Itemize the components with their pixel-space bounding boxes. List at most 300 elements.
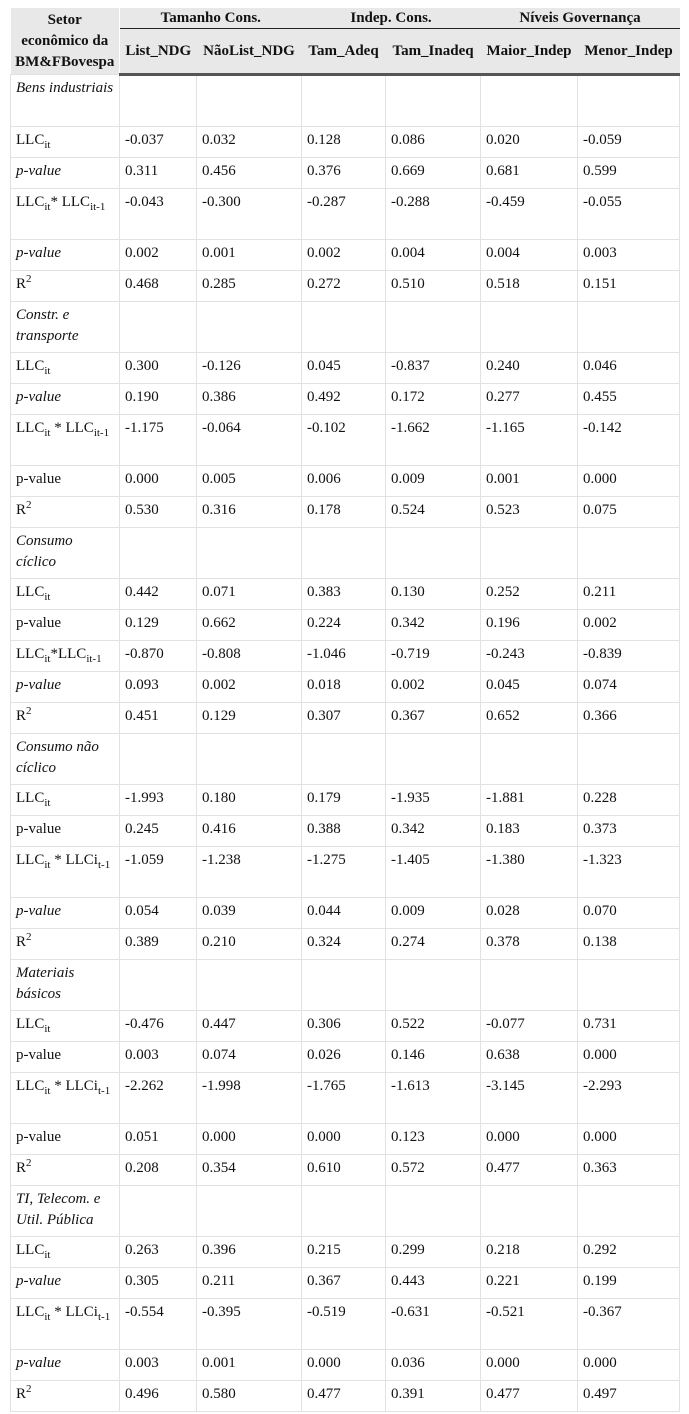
value-cell: 0.572 [386,1155,481,1186]
value-cell: 0.342 [386,610,481,641]
llc-text: LLC [16,790,45,806]
value-cell: -0.243 [481,641,578,672]
value-cell: -1.165 [481,415,578,466]
row-label-llc [11,353,120,384]
row-label-interaction [11,415,120,466]
value-cell: -0.839 [578,641,680,672]
value-cell: 0.274 [386,929,481,960]
interaction-subscript: it-1 [86,653,102,665]
value-cell: 0.172 [386,384,481,415]
row-label-interaction [11,1299,120,1350]
value-cell: -0.519 [302,1299,386,1350]
value-cell: 0.396 [197,1237,302,1268]
llc-text: LLC [16,646,45,662]
empty-cell [302,960,386,1011]
table-row [11,1299,680,1350]
empty-cell [302,734,386,785]
group-header-tamanho: Tamanho Cons. [120,8,302,29]
sector-row [11,734,680,785]
value-cell: 0.311 [120,158,197,189]
interaction-operator: * LLCi [50,852,98,868]
value-cell: 0.272 [302,271,386,302]
group-header-indep: Indep. Cons. [302,8,481,29]
value-cell: 0.731 [578,1011,680,1042]
value-cell: 0.070 [578,898,680,929]
row-label-llc [11,785,120,816]
value-cell: 0.074 [578,672,680,703]
value-cell: -1.046 [302,641,386,672]
sector-row [11,960,680,1011]
group-header-governanca: Níveis Governança [481,8,680,29]
value-cell: -1.881 [481,785,578,816]
sector-row [11,302,680,353]
value-cell: 0.416 [197,816,302,847]
value-cell: -0.055 [578,189,680,240]
column-header: NãoList_NDG [197,29,302,75]
value-cell: -1.613 [386,1073,481,1124]
value-cell: 0.138 [578,929,680,960]
value-cell: 0.389 [120,929,197,960]
value-cell: 0.510 [386,271,481,302]
empty-cell [481,734,578,785]
value-cell: 0.146 [386,1042,481,1073]
value-cell: -0.554 [120,1299,197,1350]
llc-subscript: it [44,859,51,871]
llc-subscript: it [44,1085,51,1097]
value-cell: -3.145 [481,1073,578,1124]
value-cell: 0.681 [481,158,578,189]
value-cell: 0.523 [481,497,578,528]
value-cell: 0.054 [120,898,197,929]
sector-row [11,528,680,579]
value-cell: 0.005 [197,466,302,497]
value-cell: -1.662 [386,415,481,466]
llc-text: LLC [16,1016,45,1032]
value-cell: 0.306 [302,1011,386,1042]
value-cell: 0.000 [120,466,197,497]
empty-cell [386,960,481,1011]
llc-text: LLC [16,852,45,868]
table-row [11,1155,680,1186]
table-row [11,641,680,672]
llc-text: LLC [16,1242,45,1258]
value-cell: 0.002 [578,610,680,641]
value-cell: 0.129 [197,703,302,734]
value-cell: 0.128 [302,127,386,158]
table-row [11,240,680,271]
value-cell: 0.003 [120,1042,197,1073]
value-cell: 0.610 [302,1155,386,1186]
table-row [11,384,680,415]
value-cell: 0.524 [386,497,481,528]
llc-subscript: it [44,1311,51,1323]
table-body [11,75,680,1412]
value-cell: 0.071 [197,579,302,610]
llc-subscript: it [44,797,51,809]
value-cell: 0.199 [578,1268,680,1299]
empty-cell [120,734,197,785]
value-cell: 0.373 [578,816,680,847]
interaction-subscript: it-1 [90,201,106,213]
llc-subscript: it [44,139,51,151]
interaction-subscript: t-1 [97,1311,111,1323]
regression-results-table [10,8,680,1412]
row-label-llc [11,1011,120,1042]
table-row [11,271,680,302]
empty-cell [578,734,680,785]
value-cell: -2.262 [120,1073,197,1124]
llc-text: LLC [16,1304,45,1320]
interaction-subscript: it-1 [93,427,110,439]
value-cell: 0.443 [386,1268,481,1299]
value-cell: 0.009 [386,898,481,929]
value-cell: 0.477 [481,1381,578,1412]
value-cell: 0.001 [197,240,302,271]
r-superscript: 2 [26,273,32,285]
sector-name: Materiais básicos [11,960,120,1011]
row-label-pvalue: p-value [11,1124,120,1155]
column-header: Tam_Inadeq [386,29,481,75]
row-label-interaction [11,641,120,672]
llc-text: LLC [16,1078,45,1094]
value-cell: -0.631 [386,1299,481,1350]
interaction-operator: * LLC [50,420,94,436]
empty-cell [578,1186,680,1237]
value-cell: 0.075 [578,497,680,528]
column-header: Menor_Indep [578,29,680,75]
value-cell: 0.211 [578,579,680,610]
value-cell: -0.037 [120,127,197,158]
empty-cell [120,75,197,127]
value-cell: 0.383 [302,579,386,610]
empty-cell [197,75,302,127]
value-cell: 0.183 [481,816,578,847]
value-cell: 0.477 [302,1381,386,1412]
row-label-pvalue: p-value [11,1268,120,1299]
value-cell: -1.238 [197,847,302,898]
table-row [11,579,680,610]
row-label-interaction [11,1073,120,1124]
value-cell: 0.180 [197,785,302,816]
table-row [11,1237,680,1268]
table-row [11,497,680,528]
value-cell: 0.000 [481,1350,578,1381]
interaction-subscript: t-1 [97,1085,111,1097]
table-row [11,466,680,497]
value-cell: -0.521 [481,1299,578,1350]
table-row [11,1350,680,1381]
value-cell: 0.190 [120,384,197,415]
value-cell: 0.215 [302,1237,386,1268]
value-cell: 0.093 [120,672,197,703]
value-cell: 0.367 [386,703,481,734]
llc-text: LLC [16,358,45,374]
empty-cell [386,1186,481,1237]
r-text: R [16,276,27,292]
value-cell: 0.638 [481,1042,578,1073]
row-label-pvalue: p-value [11,1042,120,1073]
value-cell: 0.218 [481,1237,578,1268]
empty-cell [578,528,680,579]
llc-subscript: it [44,427,51,439]
value-cell: 0.123 [386,1124,481,1155]
sector-row [11,75,680,127]
llc-subscript: it [44,653,51,665]
table-row [11,929,680,960]
empty-cell [578,960,680,1011]
table-row [11,847,680,898]
row-label-pvalue: p-value [11,158,120,189]
llc-text: LLC [16,194,45,210]
empty-cell [386,734,481,785]
row-label-r2 [11,497,120,528]
interaction-subscript: t-1 [97,859,111,871]
empty-cell [386,75,481,127]
empty-cell [481,528,578,579]
value-cell: -1.998 [197,1073,302,1124]
value-cell: -0.287 [302,189,386,240]
value-cell: 0.018 [302,672,386,703]
value-cell: -0.288 [386,189,481,240]
value-cell: -1.935 [386,785,481,816]
llc-subscript: it [44,365,51,377]
value-cell: -1.380 [481,847,578,898]
value-cell: 0.000 [481,1124,578,1155]
value-cell: 0.245 [120,816,197,847]
value-cell: 0.367 [302,1268,386,1299]
value-cell: -1.059 [120,847,197,898]
value-cell: 0.492 [302,384,386,415]
value-cell: 0.001 [481,466,578,497]
empty-cell [197,528,302,579]
value-cell: 0.036 [386,1350,481,1381]
table-row [11,898,680,929]
value-cell: 0.002 [386,672,481,703]
empty-cell [120,960,197,1011]
value-cell: 0.051 [120,1124,197,1155]
value-cell: 0.001 [197,1350,302,1381]
value-cell: 0.451 [120,703,197,734]
row-label-llc [11,579,120,610]
table-row [11,1124,680,1155]
value-cell: 0.196 [481,610,578,641]
value-cell: 0.046 [578,353,680,384]
empty-cell [302,302,386,353]
empty-cell [302,528,386,579]
value-cell: 0.307 [302,703,386,734]
value-cell: 0.208 [120,1155,197,1186]
value-cell: 0.130 [386,579,481,610]
value-cell: 0.074 [197,1042,302,1073]
empty-cell [386,302,481,353]
r-text: R [16,934,27,950]
value-cell: 0.468 [120,271,197,302]
value-cell: 0.580 [197,1381,302,1412]
value-cell: 0.599 [578,158,680,189]
row-label-r2 [11,1155,120,1186]
value-cell: 0.662 [197,610,302,641]
empty-cell [302,1186,386,1237]
value-cell: -1.323 [578,847,680,898]
row-label-pvalue: p-value [11,1350,120,1381]
table-row [11,1042,680,1073]
empty-cell [578,302,680,353]
r-superscript: 2 [26,499,32,511]
value-cell: 0.000 [302,1350,386,1381]
row-label-r2 [11,703,120,734]
value-cell: 0.129 [120,610,197,641]
table-row [11,158,680,189]
empty-cell [481,960,578,1011]
table-row [11,1381,680,1412]
empty-cell [386,528,481,579]
table-header [11,8,680,75]
value-cell: 0.006 [302,466,386,497]
value-cell: -1.765 [302,1073,386,1124]
value-cell: 0.292 [578,1237,680,1268]
value-cell: -1.175 [120,415,197,466]
r-superscript: 2 [26,931,32,943]
value-cell: 0.305 [120,1268,197,1299]
empty-cell [481,1186,578,1237]
table-row [11,785,680,816]
empty-cell [197,734,302,785]
row-label-pvalue: p-value [11,816,120,847]
table-row [11,415,680,466]
value-cell: 0.324 [302,929,386,960]
row-label-interaction [11,847,120,898]
value-cell: -0.837 [386,353,481,384]
value-cell: -0.719 [386,641,481,672]
value-cell: 0.518 [481,271,578,302]
empty-cell [578,75,680,127]
r-superscript: 2 [26,1383,32,1395]
table-row [11,610,680,641]
empty-cell [197,960,302,1011]
column-header: List_NDG [120,29,197,75]
setor-header: Setor econômico da BM&FBovespa [11,8,120,75]
row-label-r2 [11,271,120,302]
llc-text: LLC [16,420,45,436]
value-cell: -0.043 [120,189,197,240]
value-cell: -1.275 [302,847,386,898]
empty-cell [120,302,197,353]
value-cell: 0.045 [481,672,578,703]
value-cell: -0.064 [197,415,302,466]
value-cell: 0.004 [386,240,481,271]
value-cell: 0.210 [197,929,302,960]
row-label-r2 [11,929,120,960]
value-cell: 0.652 [481,703,578,734]
llc-text: LLC [16,132,45,148]
table-row [11,353,680,384]
value-cell: 0.086 [386,127,481,158]
llc-subscript: it [44,1023,51,1035]
r-text: R [16,1160,27,1176]
value-cell: 0.221 [481,1268,578,1299]
sector-name: Bens industriais [11,75,120,127]
value-cell: 0.316 [197,497,302,528]
value-cell: -1.993 [120,785,197,816]
value-cell: 0.391 [386,1381,481,1412]
table-row [11,1073,680,1124]
r-text: R [16,502,27,518]
value-cell: 0.477 [481,1155,578,1186]
empty-cell [197,1186,302,1237]
interaction-operator: * LLCi [50,1078,98,1094]
value-cell: 0.455 [578,384,680,415]
table-row [11,189,680,240]
value-cell: 0.151 [578,271,680,302]
value-cell: 0.003 [578,240,680,271]
value-cell: -0.870 [120,641,197,672]
value-cell: -0.077 [481,1011,578,1042]
value-cell: 0.497 [578,1381,680,1412]
table-row [11,672,680,703]
value-cell: -1.405 [386,847,481,898]
value-cell: 0.000 [578,1350,680,1381]
r-text: R [16,1386,27,1402]
value-cell: 0.263 [120,1237,197,1268]
value-cell: 0.447 [197,1011,302,1042]
row-label-pvalue: p-value [11,466,120,497]
value-cell: 0.028 [481,898,578,929]
value-cell: -0.459 [481,189,578,240]
value-cell: 0.044 [302,898,386,929]
value-cell: 0.000 [578,1042,680,1073]
value-cell: 0.003 [120,1350,197,1381]
sector-name: Constr. e transporte [11,302,120,353]
table-row [11,127,680,158]
value-cell: 0.039 [197,898,302,929]
row-label-pvalue: p-value [11,610,120,641]
row-label-pvalue: p-value [11,672,120,703]
value-cell: 0.354 [197,1155,302,1186]
row-label-pvalue: p-value [11,240,120,271]
value-cell: 0.376 [302,158,386,189]
value-cell: 0.388 [302,816,386,847]
value-cell: 0.300 [120,353,197,384]
value-cell: 0.363 [578,1155,680,1186]
value-cell: -0.476 [120,1011,197,1042]
row-label-pvalue: p-value [11,384,120,415]
empty-cell [481,75,578,127]
interaction-operator: *LLC [50,646,87,662]
value-cell: 0.228 [578,785,680,816]
sector-name: Consumo não cíclico [11,734,120,785]
value-cell: 0.000 [578,466,680,497]
value-cell: -0.395 [197,1299,302,1350]
value-cell: 0.026 [302,1042,386,1073]
empty-cell [120,1186,197,1237]
value-cell: 0.342 [386,816,481,847]
sector-name: Consumo cíclico [11,528,120,579]
value-cell: 0.378 [481,929,578,960]
value-cell: 0.032 [197,127,302,158]
value-cell: 0.442 [120,579,197,610]
r-text: R [16,708,27,724]
value-cell: 0.000 [302,1124,386,1155]
value-cell: -0.142 [578,415,680,466]
value-cell: 0.285 [197,271,302,302]
empty-cell [481,302,578,353]
value-cell: 0.002 [302,240,386,271]
empty-cell [302,75,386,127]
llc-text: LLC [16,584,45,600]
empty-cell [120,528,197,579]
value-cell: 0.224 [302,610,386,641]
value-cell: 0.669 [386,158,481,189]
